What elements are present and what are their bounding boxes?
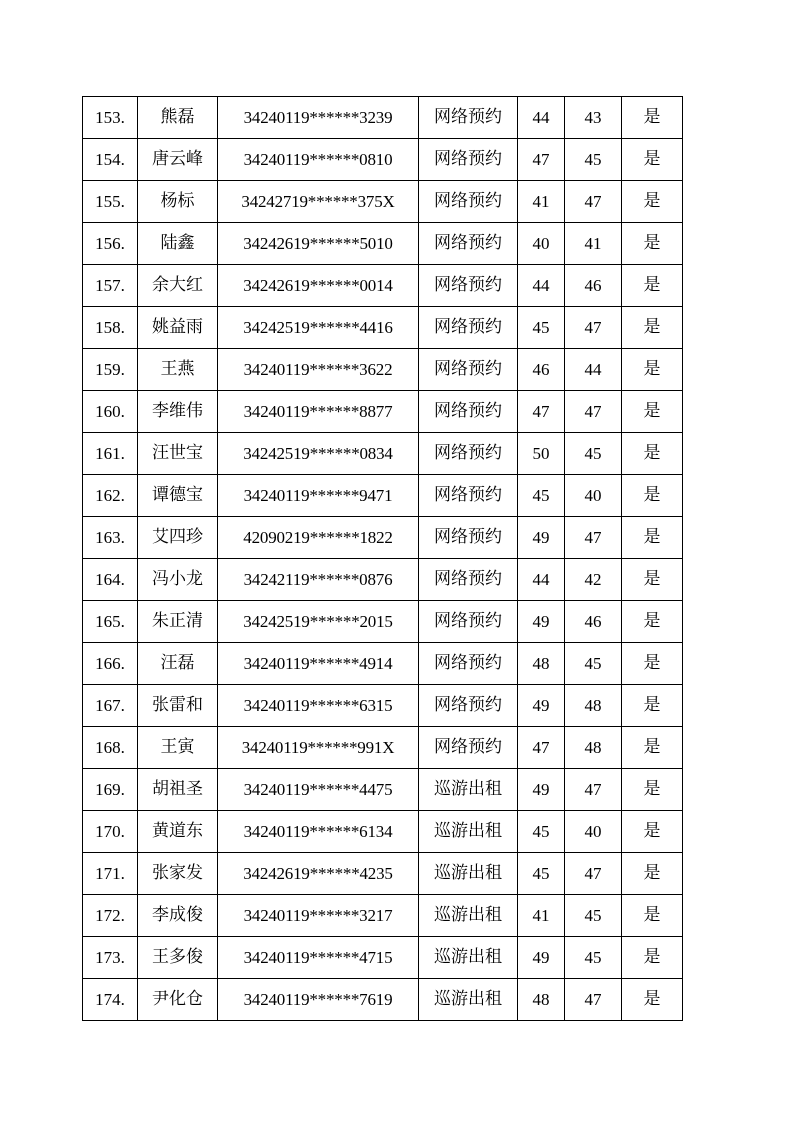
score-2-cell: 45 xyxy=(565,643,622,685)
score-1-cell: 49 xyxy=(518,517,565,559)
score-1-cell: 48 xyxy=(518,979,565,1021)
vehicle-type-cell: 巡游出租 xyxy=(419,895,518,937)
person-name-cell: 李成俊 xyxy=(138,895,218,937)
id-number-cell: 34240119******3622 xyxy=(218,349,419,391)
pass-status-cell: 是 xyxy=(622,139,683,181)
person-name-cell: 杨标 xyxy=(138,181,218,223)
vehicle-type-cell: 网络预约 xyxy=(419,265,518,307)
person-name-cell: 唐云峰 xyxy=(138,139,218,181)
score-1-cell: 40 xyxy=(518,223,565,265)
id-number-cell: 34240119******0810 xyxy=(218,139,419,181)
row-number-cell: 155. xyxy=(83,181,138,223)
person-name-cell: 胡祖圣 xyxy=(138,769,218,811)
pass-status-cell: 是 xyxy=(622,937,683,979)
score-1-cell: 49 xyxy=(518,769,565,811)
pass-status-cell: 是 xyxy=(622,559,683,601)
score-2-cell: 47 xyxy=(565,769,622,811)
pass-status-cell: 是 xyxy=(622,181,683,223)
score-1-cell: 41 xyxy=(518,181,565,223)
pass-status-cell: 是 xyxy=(622,769,683,811)
score-2-cell: 45 xyxy=(565,433,622,475)
score-2-cell: 45 xyxy=(565,937,622,979)
table-row xyxy=(83,265,683,307)
vehicle-type-cell: 网络预约 xyxy=(419,349,518,391)
person-name-cell: 汪磊 xyxy=(138,643,218,685)
vehicle-type-cell: 网络预约 xyxy=(419,517,518,559)
pass-status-cell: 是 xyxy=(622,433,683,475)
score-1-cell: 45 xyxy=(518,307,565,349)
row-number-cell: 166. xyxy=(83,643,138,685)
id-number-cell: 34240119******3217 xyxy=(218,895,419,937)
person-name-cell: 尹化仓 xyxy=(138,979,218,1021)
table-row xyxy=(83,223,683,265)
pass-status-cell: 是 xyxy=(622,643,683,685)
score-2-cell: 47 xyxy=(565,517,622,559)
score-1-cell: 49 xyxy=(518,937,565,979)
score-2-cell: 43 xyxy=(565,97,622,139)
table-row xyxy=(83,853,683,895)
person-name-cell: 汪世宝 xyxy=(138,433,218,475)
vehicle-type-cell: 巡游出租 xyxy=(419,853,518,895)
person-name-cell: 陆鑫 xyxy=(138,223,218,265)
vehicle-type-cell: 网络预约 xyxy=(419,475,518,517)
table-row xyxy=(83,937,683,979)
score-1-cell: 45 xyxy=(518,811,565,853)
person-name-cell: 熊磊 xyxy=(138,97,218,139)
id-number-cell: 42090219******1822 xyxy=(218,517,419,559)
id-number-cell: 34240119******6134 xyxy=(218,811,419,853)
id-number-cell: 34242519******0834 xyxy=(218,433,419,475)
score-2-cell: 41 xyxy=(565,223,622,265)
row-number-cell: 156. xyxy=(83,223,138,265)
row-number-cell: 168. xyxy=(83,727,138,769)
vehicle-type-cell: 网络预约 xyxy=(419,97,518,139)
person-name-cell: 王多俊 xyxy=(138,937,218,979)
pass-status-cell: 是 xyxy=(622,265,683,307)
id-number-cell: 34242619******5010 xyxy=(218,223,419,265)
table-row xyxy=(83,559,683,601)
row-number-cell: 165. xyxy=(83,601,138,643)
table-row xyxy=(83,727,683,769)
pass-status-cell: 是 xyxy=(622,475,683,517)
pass-status-cell: 是 xyxy=(622,811,683,853)
id-number-cell: 34242519******2015 xyxy=(218,601,419,643)
person-name-cell: 王燕 xyxy=(138,349,218,391)
row-number-cell: 170. xyxy=(83,811,138,853)
score-2-cell: 45 xyxy=(565,139,622,181)
vehicle-type-cell: 网络预约 xyxy=(419,391,518,433)
pass-status-cell: 是 xyxy=(622,685,683,727)
vehicle-type-cell: 网络预约 xyxy=(419,181,518,223)
id-number-cell: 34240119******4475 xyxy=(218,769,419,811)
pass-status-cell: 是 xyxy=(622,349,683,391)
score-1-cell: 49 xyxy=(518,601,565,643)
table-row xyxy=(83,307,683,349)
pass-status-cell: 是 xyxy=(622,517,683,559)
vehicle-type-cell: 网络预约 xyxy=(419,559,518,601)
score-2-cell: 48 xyxy=(565,727,622,769)
table-body xyxy=(83,97,683,1021)
score-1-cell: 44 xyxy=(518,559,565,601)
score-1-cell: 47 xyxy=(518,391,565,433)
vehicle-type-cell: 巡游出租 xyxy=(419,979,518,1021)
row-number-cell: 158. xyxy=(83,307,138,349)
id-number-cell: 34242119******0876 xyxy=(218,559,419,601)
row-number-cell: 169. xyxy=(83,769,138,811)
score-1-cell: 45 xyxy=(518,853,565,895)
score-1-cell: 47 xyxy=(518,727,565,769)
person-name-cell: 谭德宝 xyxy=(138,475,218,517)
score-1-cell: 48 xyxy=(518,643,565,685)
table-row xyxy=(83,811,683,853)
id-number-cell: 34240119******3239 xyxy=(218,97,419,139)
person-name-cell: 张家发 xyxy=(138,853,218,895)
row-number-cell: 172. xyxy=(83,895,138,937)
row-number-cell: 154. xyxy=(83,139,138,181)
row-number-cell: 171. xyxy=(83,853,138,895)
pass-status-cell: 是 xyxy=(622,601,683,643)
id-number-cell: 34240119******6315 xyxy=(218,685,419,727)
person-name-cell: 张雷和 xyxy=(138,685,218,727)
row-number-cell: 160. xyxy=(83,391,138,433)
id-number-cell: 34240119******9471 xyxy=(218,475,419,517)
score-2-cell: 47 xyxy=(565,181,622,223)
table-row xyxy=(83,139,683,181)
person-name-cell: 艾四珍 xyxy=(138,517,218,559)
id-number-cell: 34242619******4235 xyxy=(218,853,419,895)
pass-status-cell: 是 xyxy=(622,391,683,433)
pass-status-cell: 是 xyxy=(622,97,683,139)
score-2-cell: 47 xyxy=(565,853,622,895)
id-number-cell: 34242519******4416 xyxy=(218,307,419,349)
score-1-cell: 49 xyxy=(518,685,565,727)
id-number-cell: 34240119******4715 xyxy=(218,937,419,979)
vehicle-type-cell: 巡游出租 xyxy=(419,811,518,853)
id-number-cell: 34240119******4914 xyxy=(218,643,419,685)
score-2-cell: 46 xyxy=(565,601,622,643)
id-number-cell: 34242619******0014 xyxy=(218,265,419,307)
pass-status-cell: 是 xyxy=(622,853,683,895)
id-number-cell: 34240119******991X xyxy=(218,727,419,769)
table-row xyxy=(83,433,683,475)
score-1-cell: 47 xyxy=(518,139,565,181)
score-2-cell: 48 xyxy=(565,685,622,727)
score-2-cell: 46 xyxy=(565,265,622,307)
table-row xyxy=(83,895,683,937)
table-row xyxy=(83,685,683,727)
vehicle-type-cell: 网络预约 xyxy=(419,685,518,727)
score-1-cell: 46 xyxy=(518,349,565,391)
score-2-cell: 45 xyxy=(565,895,622,937)
vehicle-type-cell: 巡游出租 xyxy=(419,937,518,979)
score-1-cell: 41 xyxy=(518,895,565,937)
table-row xyxy=(83,181,683,223)
table-row xyxy=(83,601,683,643)
row-number-cell: 162. xyxy=(83,475,138,517)
vehicle-type-cell: 网络预约 xyxy=(419,223,518,265)
score-1-cell: 45 xyxy=(518,475,565,517)
id-number-cell: 34242719******375X xyxy=(218,181,419,223)
table-row xyxy=(83,391,683,433)
row-number-cell: 173. xyxy=(83,937,138,979)
person-name-cell: 李维伟 xyxy=(138,391,218,433)
vehicle-type-cell: 网络预约 xyxy=(419,601,518,643)
table-row xyxy=(83,979,683,1021)
person-name-cell: 冯小龙 xyxy=(138,559,218,601)
pass-status-cell: 是 xyxy=(622,727,683,769)
row-number-cell: 163. xyxy=(83,517,138,559)
score-1-cell: 50 xyxy=(518,433,565,475)
table-row xyxy=(83,475,683,517)
vehicle-type-cell: 网络预约 xyxy=(419,139,518,181)
row-number-cell: 174. xyxy=(83,979,138,1021)
row-number-cell: 167. xyxy=(83,685,138,727)
person-name-cell: 王寅 xyxy=(138,727,218,769)
score-2-cell: 40 xyxy=(565,811,622,853)
row-number-cell: 153. xyxy=(83,97,138,139)
score-2-cell: 44 xyxy=(565,349,622,391)
score-2-cell: 42 xyxy=(565,559,622,601)
pass-status-cell: 是 xyxy=(622,223,683,265)
pass-status-cell: 是 xyxy=(622,979,683,1021)
person-name-cell: 朱正清 xyxy=(138,601,218,643)
person-name-cell: 黄道东 xyxy=(138,811,218,853)
score-1-cell: 44 xyxy=(518,265,565,307)
vehicle-type-cell: 网络预约 xyxy=(419,727,518,769)
id-number-cell: 34240119******8877 xyxy=(218,391,419,433)
table-row xyxy=(83,517,683,559)
score-2-cell: 47 xyxy=(565,979,622,1021)
vehicle-type-cell: 网络预约 xyxy=(419,433,518,475)
table-row xyxy=(83,349,683,391)
id-number-cell: 34240119******7619 xyxy=(218,979,419,1021)
row-number-cell: 164. xyxy=(83,559,138,601)
score-2-cell: 47 xyxy=(565,391,622,433)
vehicle-type-cell: 网络预约 xyxy=(419,643,518,685)
table-row xyxy=(83,97,683,139)
row-number-cell: 161. xyxy=(83,433,138,475)
person-name-cell: 余大红 xyxy=(138,265,218,307)
person-name-cell: 姚益雨 xyxy=(138,307,218,349)
score-1-cell: 44 xyxy=(518,97,565,139)
pass-status-cell: 是 xyxy=(622,895,683,937)
table-row xyxy=(83,643,683,685)
pass-status-cell: 是 xyxy=(622,307,683,349)
score-2-cell: 47 xyxy=(565,307,622,349)
table-row xyxy=(83,769,683,811)
vehicle-type-cell: 巡游出租 xyxy=(419,769,518,811)
score-2-cell: 40 xyxy=(565,475,622,517)
exam-results-table xyxy=(82,96,683,1021)
vehicle-type-cell: 网络预约 xyxy=(419,307,518,349)
row-number-cell: 157. xyxy=(83,265,138,307)
row-number-cell: 159. xyxy=(83,349,138,391)
